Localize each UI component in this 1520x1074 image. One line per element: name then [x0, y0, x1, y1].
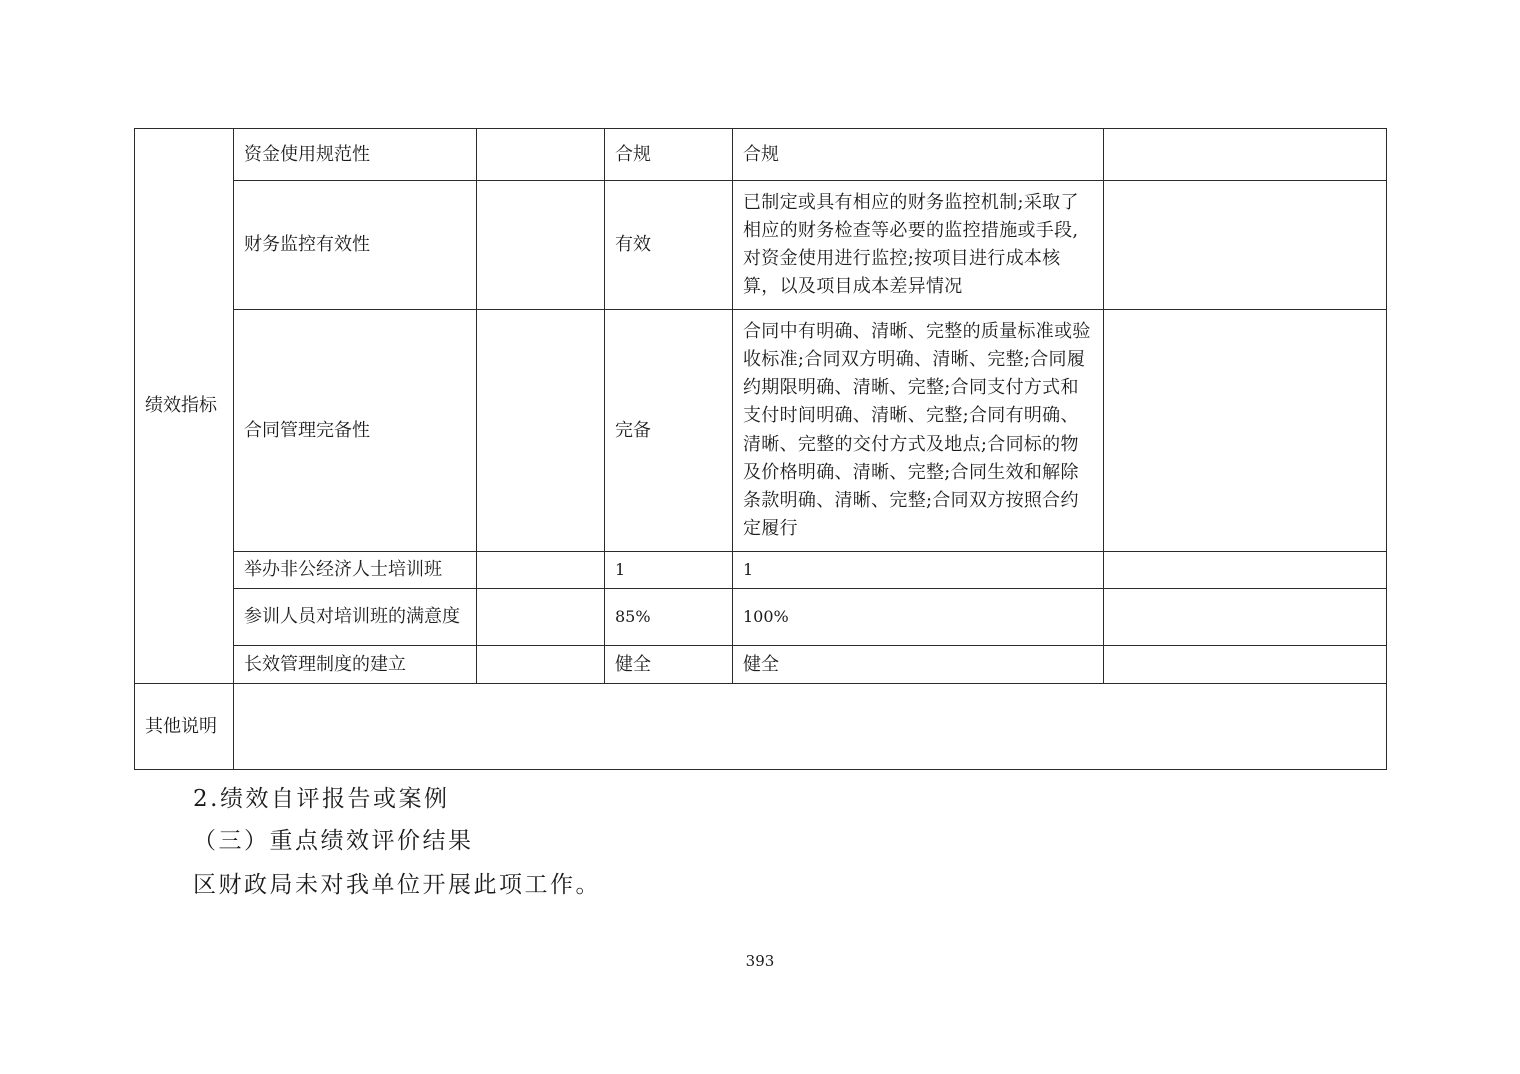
indicator-cell: 合同管理完备性 — [234, 310, 477, 552]
remark-cell — [1104, 129, 1387, 181]
actual-cell: 100% — [733, 589, 1104, 646]
page-number: 393 — [745, 952, 775, 970]
performance-indicator-table — [134, 128, 1387, 770]
weight-cell — [477, 310, 605, 552]
indicator-cell: 资金使用规范性 — [234, 129, 477, 181]
target-cell: 85% — [605, 589, 733, 646]
indicator-cell: 财务监控有效性 — [234, 181, 477, 310]
table-row — [135, 129, 1387, 181]
category-cell: 绩效指标 — [135, 129, 234, 684]
body-paragraph: 区财政局未对我单位开展此项工作。 — [193, 872, 601, 898]
table-row — [135, 181, 1387, 310]
weight-cell — [477, 552, 605, 589]
weight-cell — [477, 589, 605, 646]
target-cell: 有效 — [605, 181, 733, 310]
actual-cell: 已制定或具有相应的财务监控机制;采取了相应的财务检查等必要的监控措施或手段,对资金使用进行监控;按项目进行成本核算，以及项目成本差异情况 — [733, 181, 1104, 310]
target-cell: 合规 — [605, 129, 733, 181]
actual-cell: 合规 — [733, 129, 1104, 181]
table-row — [135, 552, 1387, 589]
remark-cell — [1104, 181, 1387, 310]
indicator-cell: 举办非公经济人士培训班 — [234, 552, 477, 589]
remark-cell — [1104, 646, 1387, 684]
other-notes-content — [234, 684, 1387, 770]
target-cell: 1 — [605, 552, 733, 589]
target-cell: 健全 — [605, 646, 733, 684]
remark-cell — [1104, 310, 1387, 552]
table-row — [135, 646, 1387, 684]
remark-cell — [1104, 552, 1387, 589]
section-heading-self-evaluation: 2.绩效自评报告或案例 — [193, 786, 450, 812]
actual-cell: 合同中有明确、清晰、完整的质量标准或验收标准;合同双方明确、清晰、完整;合同履约期限明确、清晰、完整;合同支付方式和支付时间明确、清晰、完整;合同有明确、清晰、完整的交付方式及地点;合同标的物及价格明确、清晰、完整;合同生效和解除条款明确、清晰、完整;合同双方按照合约定履行 — [733, 310, 1104, 552]
table-row — [135, 684, 1387, 770]
actual-cell: 1 — [733, 552, 1104, 589]
weight-cell — [477, 646, 605, 684]
section-heading-key-results: （三）重点绩效评价结果 — [193, 828, 474, 854]
actual-cell: 健全 — [733, 646, 1104, 684]
weight-cell — [477, 181, 605, 310]
table-row — [135, 310, 1387, 552]
weight-cell — [477, 129, 605, 181]
indicator-cell: 长效管理制度的建立 — [234, 646, 477, 684]
indicator-cell: 参训人员对培训班的满意度 — [234, 589, 477, 646]
target-cell: 完备 — [605, 310, 733, 552]
remark-cell — [1104, 589, 1387, 646]
table-row — [135, 589, 1387, 646]
other-notes-label: 其他说明 — [135, 684, 234, 770]
